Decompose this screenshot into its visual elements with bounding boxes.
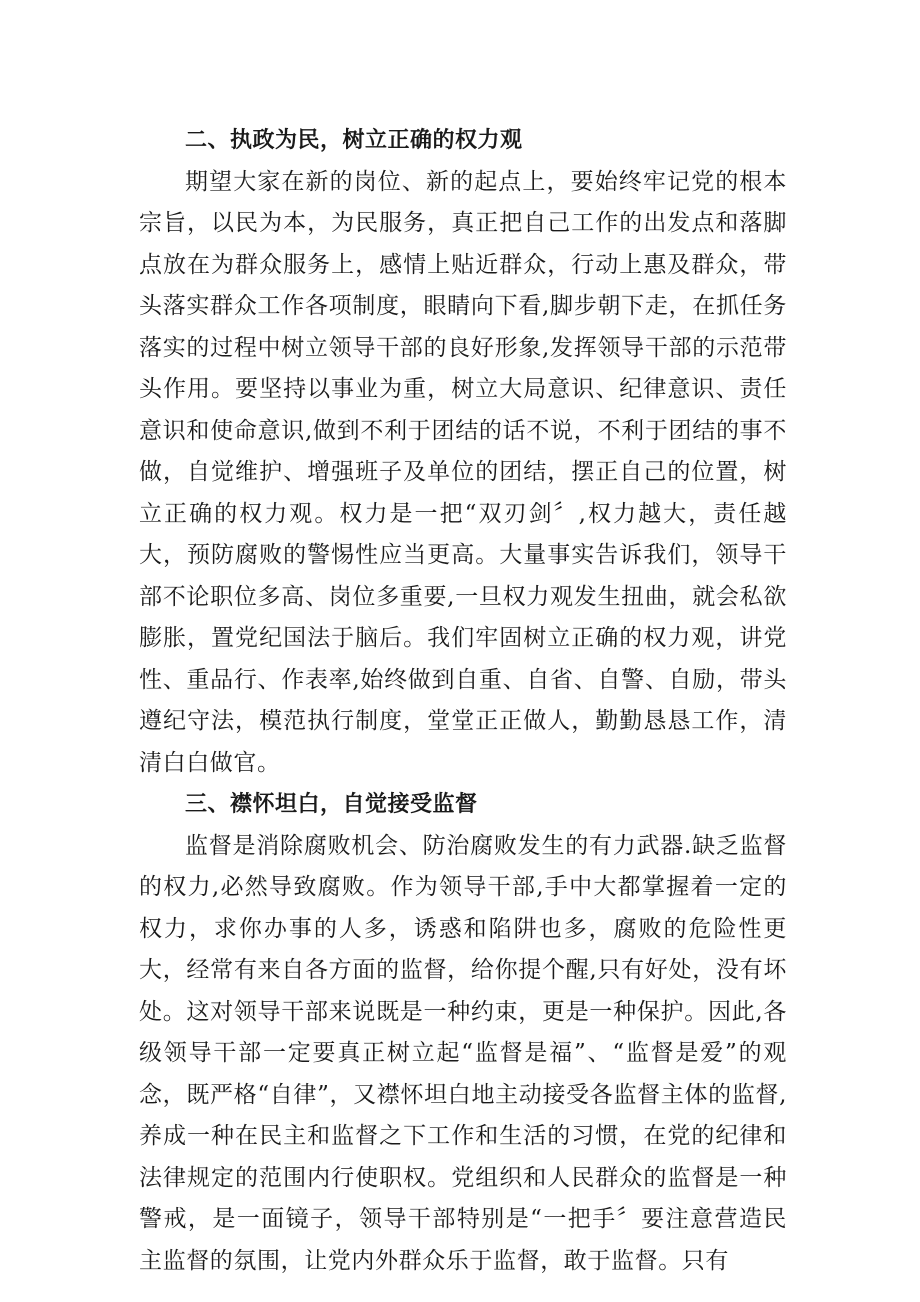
section-paragraph-3: 监督是消除腐败机会、防治腐败发生的有力武器.缺乏监督的权力,必然导致腐败。作为领导干部,手中大都掌握着一定的权力，求你办事的人多，诱惑和陷阱也多，腐败的危险性更大，经常有来自各方面的监督，给你提个醒,只有好处，没有坏处。这对领导干部来说既是一种约束，更是一种保护。因此,各级领导干部一定要真正树立起“监督是福”、“监督是爱”的观念，既严格“自律”，又襟怀坦白地主动接受各监督主体的监督,养成一种在民主和监督之下工作和生活的习惯，在党的纪律和法律规定的范围内行使职权。党组织和人民群众的监督是一种警戒，是一面镜子，领导干部特别是“一把手〞要注意营造民主监督的氛围，让党内外群众乐于监督，敢于监督。只有: [139, 832, 787, 1274]
document-body: [139, 120, 787, 1282]
section-paragraph-2: 期望大家在新的岗位、新的起点上，要始终牢记党的根本宗旨，以民为本，为民服务，真正把自己工作的出发点和落脚点放在为群众服务上，感情上贴近群众，行动上惠及群众，带头落实群众工作各项制度，眼睛向下看,脚步朝下走，在抓任务落实的过程中树立领导干部的良好形象,发挥领导干部的示范带头作用。要坚持以事业为重，树立大局意识、纪律意识、责任意识和使命意识,做到不利于团结的话不说，不利于团结的事不做，自觉维护、增强班子及单位的团结，摆正自己的位置，树立正确的权力观。权力是一把“双刃剑〞,权力越大，责任越大，预防腐败的警惕性应当更高。大量事实告诉我们，领导干部不论职位多高、岗位多重要,一旦权力观发生扭曲，就会私欲膨胀，置党纪国法于脑后。我们牢固树立正确的权力观，讲党性、重品行、作表率,始终做到自重、自省、自警、自励，带头遵纪守法，模范执行制度，堂堂正正做人，勤勤恳恳工作，清清白白做官。: [139, 168, 787, 776]
section-heading-3: 三、襟怀坦白，自觉接受监督: [185, 792, 478, 817]
section-heading-2: 二、执政为民，树立正确的权力观: [185, 128, 523, 153]
